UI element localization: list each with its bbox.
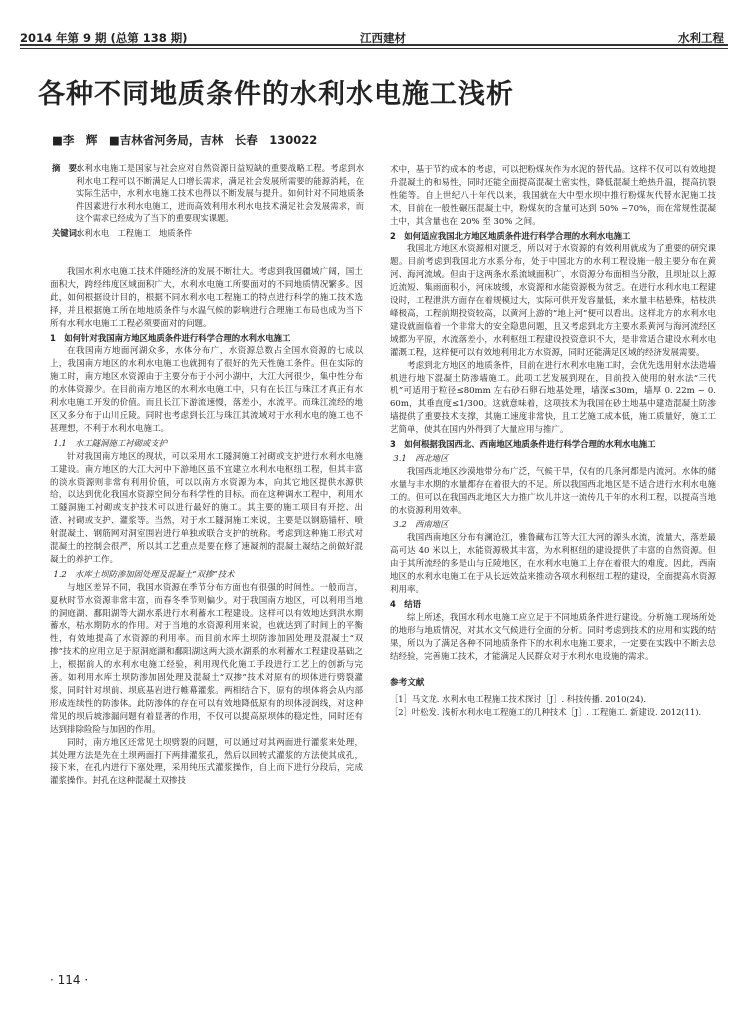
- right-column-body: [390, 164, 716, 663]
- references-list: [390, 693, 716, 718]
- issue-info: 2014 年第 9 期 (总第 138 期): [20, 31, 188, 45]
- subsection-heading: 3.2 西南地区: [393, 519, 449, 530]
- keywords: [52, 227, 364, 240]
- journal-name: 江西建材: [360, 31, 406, 45]
- body-paragraph: 术中，基于节约成本的考虑，可以把粉煤灰作为水泥的替代品。这样不仅可以有效地提升混凝土的和易性，同时还能全面提高混凝土密实性，降低混凝土绝热升温，提高抗裂性能等。自上世纪八十年代以来，我国就在大中型水坝中推行粉煤灰代替水泥施工技术，目前在一般性碾压混凝土中，粉煤灰的含量可达到 50% ~70%，而在常规性混凝土中，其含量也在 20% 至 30% 之间。: [390, 165, 716, 227]
- body-paragraph: 在我国南方地面河湖众多，水体分布广，水资源总数占全国水资源的七成以上，我国南方地区的水利水电施工也就拥有了很好的先天性施工条件。但在实际的施工时，南方地区水资源由于主要分布于小河小湖中，大江大河很少，集中性分布的水体资源少。在目前南方地区的水利水电施工中，只有在长江与珠江才真正有水利水电施工开发的价值。而且长江下游流速慢，落差小，水流平。而珠江流经的地区又多分布于山川丘陵。同时也考虑到长江与珠江其流域对于水利水电的施工也不甚理想，不利于水利水电施工。: [50, 346, 363, 434]
- right-column: [390, 164, 716, 718]
- author-line: ■李 辉 ■吉林省河务局，吉林 长春 130022: [52, 133, 318, 147]
- keywords-text: 水利水电 工程施工 地质条件: [76, 227, 193, 238]
- section-name: 水利工程: [678, 31, 724, 45]
- left-column: [50, 266, 363, 788]
- abstract-text: 水利水电施工是国家与社会应对自然资源日益短缺的重要战略工程。考虑到水利水电工程可以不断满足人口增长需求，满足社会发展所需要的能源消耗，在实际生活中，水利水电施工技术也得以不断发展与提升。如何针对不同地质条件因素进行水利水电施工，进而高效利用水利水电技术满足社会发展需求，而这个需求已经成为了当下的重要现实课题。: [76, 163, 364, 224]
- abstract-label: 摘 要：: [52, 163, 86, 173]
- body-paragraph: 考虑到北方地区的地质条件，目前在进行水利水电施工时，会优先选用射水法造墙机进行地下混凝土防渗墙施工。此项工艺发展到现在，目前投入使用的射水法“三代机”可适用于粒径≤80mm 左右砂石卵石地基处理，墙深≤30m，墙厚 0. 22m ~ 0. 60m，其垂直度≤1/300。这就意味着，这项技术为我国在砂土地基中建造混凝土防渗墙提供了重要技术支撑，其施工速度非常快，且工艺施工成本低，施工质量好，施工工艺简单，使其在国内外得到了大量应用与推广。: [390, 360, 716, 436]
- body-paragraph: 与地区差异不同，我国水资源在季节分布方面也有很强的时间性。一般而言，夏秋时节水资源非常丰富，而春冬季节则偏少。对于我国南方地区，可以利用当地的洞庭湖、鄱阳湖等大湖水系进行水利蓄水工程建设。这样可以有效地达到洪水期蓄水，枯水期防水的作用。对于当地的水资源利用来说，也就达到了时间上的平衡性，有效地提高了水资源的利用率。而目前水库土坝防渗加固处理及混凝土“双掺”技术的应用立足于原洞庭湖和鄱阳湖这两大淡水湖系的水利蓄水工程建设基础之上，根据前人的水利水电施工经验，利用现代化施工手段进行工艺上的创新与完善。如利用水库土坝防渗加固处理及混凝土“双掺”技术对原有的坝体进行劈裂灌浆，同时针对坝前、坝底基岩进行帷幕灌浆。两相结合下，原有的坝体将会从内部形成连续性的防渗体。此防渗体的存在可以有效地降低原有的坝体浸润线，对这种常见的坝后坡渗漏问题有着显著的作用，不仅可以提高原坝体的稳定性，同时还有达到排除险险与加固的作用。: [50, 582, 363, 735]
- section-heading: 2 如何适应我国北方地区地质条件进行科学合理的水利水电施工: [390, 230, 631, 241]
- header-rule-thin: [20, 48, 728, 49]
- body-paragraph: 我国西南地区分布有澜沧江，雅鲁藏布江等大江大河的源头水流，流量大，落差最高可达 40 米以上，水能资源极其丰富，为水利枢纽的建设提供了丰富的自然资源。但由于其所流经的多是山与丘陵地区，在水利水电施工上存在着很大的难度。因此，西南地区的水利水电施工在于从长远效益来推动各项水利枢纽工程的建设，全面提高水资源利用率。: [390, 533, 716, 595]
- paper-title: 各种不同地质条件的水利水电施工浅析: [38, 79, 514, 110]
- subsection-heading: 3.1 西北地区: [393, 452, 449, 463]
- section-heading: 3 如何根据我国西北、西南地区地质条件进行科学合理的水利水电施工: [390, 439, 656, 450]
- body-paragraph: 我国水利水电施工技术伴随经济的发展不断壮大。考虑到我国疆域广阔，国土面积大，跨经纬度区域面积广大，水利水电施工所要面对的不同地质情况繁多。因此，如何根据设计目的，根据不同水利水电工程施工的特点进行科学的施工技术选择，并且根据施工所在地地质条件与水温气候的影响进行合理施工布局也成为当下所有水利水电施工工程必须要面对的问题。: [50, 267, 363, 329]
- subsection-heading: 1.1 水工隧洞施工衬砌或支护: [53, 437, 168, 448]
- keywords-label: 关键词：: [52, 227, 86, 238]
- section-heading: 1 如何针对我国南方地区地质条件进行科学合理的水利水电施工: [50, 332, 291, 343]
- body-paragraph: 同时，南方地区还常见土坝劈裂的问题，可以通过对其两面进行灌浆来处理，其处理方法是先在土坝两面打下两排灌浆孔，然后以回转式灌浆的方法使其成孔，接下来，在孔内进行下塞处理，采用纯压式灌浆操作，自上而下进行分段后，完成灌浆操作。封孔在这种混凝土双掺技: [50, 737, 363, 787]
- references-title: 参考文献: [390, 678, 425, 689]
- body-paragraph: 针对我国南方地区的现状，可以采用水工隧洞施工衬砌或支护进行水利水电施工建设。南方地区的大江大河中下游地区虽不宜建立水利水电枢纽工程，但其丰富的淡水资源则非常有利用价值，可以以南方水资源为本，向其它地区提供水源供给，以达到优化我国水资源空间分布科学性的目标。而在这种调水工程中，利用水工隧洞施工衬砌或支护技术可以进行最好的施工。其主要的施工项目有开挖、出渣、衬砌或支护、灌浆等。当然，对于水工隧洞施工来说，主要是以钢筋锚杆、喷射混凝土、钢筋网对洞室围岩进行单独或联合支护的统称。考虑到这种施工形式对混凝土的控制会很严，所以其工艺重点是要在修了速凝剂的混凝土凝结之前做好混凝土的养护工作。: [50, 451, 363, 565]
- section-heading: 4 结语: [390, 598, 421, 609]
- header-rule: [20, 44, 728, 46]
- body-paragraph: 我国北方地区水资源相对匮乏，所以对于水资源的有效利用就成为了重要的研究课题。目前考虑到我国北方水系分布，处于中国北方的水利工程设施一般主要分布在黄河、海河流域。但由于这两条水系流域面积广，水资源分布面相当分散，且坝址以上源近流短、集雨面积小，河床坡缓，水资源和水能资源极为贫乏。在进行水利水电工程建设时，工程泄洪方面存在着规模过大，实际可供开发容量低，来水量丰枯悬殊，枯枝洪峰极高，工程前期投资较高，以黄河上游的“地上河”便可以看出。这样北方的水利水电建设就面临着一个非常大的安全隐患问题，且又考虑到北方主要水系黄河与海河流经区域都为平原，水流落差小，水利枢纽工程建设投资意识不大，是非常适合建设水利水电灌溉工程，这样便可以有效地利用北方水资源，同时还能满足区域的经济发展需要。: [390, 244, 716, 358]
- abstract-block: [52, 162, 364, 240]
- body-paragraph: 综上所述，我国水利水电施工应立足于不同地质条件进行建设。分析施工现场所处的地形与地质情况，对其水文气候进行全面的分析。同时考虑到技术的应用和实践的结果，所以为了满足各种不同地质条件下的水利水电施工要求，一定要在实践中不断去总结经验，完善施工技术，才能满足人民群众对于水利水电设施的需求。: [390, 612, 716, 662]
- subsection-heading: 1.2 水库土坝防渗加固处理及混凝土“双掺”技术: [53, 568, 235, 579]
- running-header: [20, 26, 728, 46]
- abstract: [52, 162, 364, 225]
- body-paragraph: 我国西北地区沙漠地带分布广泛，气候干旱，仅有的几条河都是内流河。水体的储水量与丰水期的水量都存在着很大的不足。所以我国西北地区是不适合进行水利水电施工的。但可以在我国西北地区大力推广坎儿井这一流传几千年的水利工程，以提高当地的水资源利用效率。: [390, 466, 716, 516]
- reference-item: ［2］叶松发. 浅析水利水电工程施工的几种技术［J］. 工程施工. 新建设. 2012(11).: [390, 706, 702, 717]
- page-number: · 114 ·: [50, 973, 89, 987]
- reference-item: ［1］马文龙. 水利水电工程施工技术探讨［J］. 科技传播. 2010(24).: [390, 694, 647, 705]
